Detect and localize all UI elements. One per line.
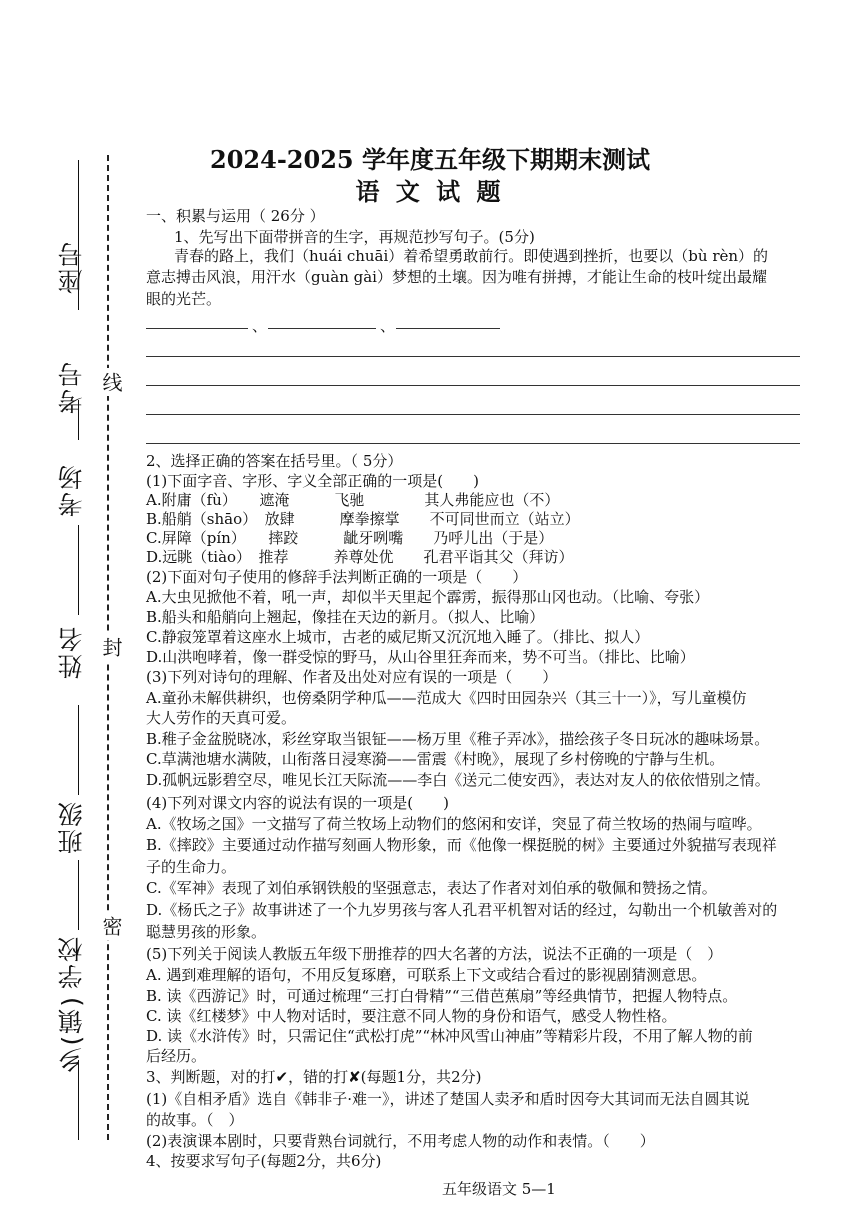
question-line: 的故事。（ ） — [146, 1111, 244, 1129]
binding-line — [78, 525, 79, 615]
option-line: B.船头和船艄向上翘起，像挂在天边的新月。（拟人、比喻） — [146, 608, 545, 626]
answer-blank[interactable] — [146, 328, 248, 329]
option-line: D.孤帆远影碧空尽，唯见长江天际流——李白《送元二使安西》，表达对友人的依依惜别之情。 — [146, 771, 770, 789]
option-line: A.附庸（fù） 遮淹 飞驰 其人弗能应也（不） — [146, 491, 560, 509]
question-line: (2)下面对句子使用的修辞手法判断正确的一项是（ ） — [146, 568, 528, 586]
exam-number-label: 考号 — [57, 360, 86, 414]
option-line: C.《军神》表现了刘伯承钢铁般的坚强意志，表达了作者对刘伯承的敬佩和赞扬之情。 — [146, 879, 717, 897]
seal-mark: 封 — [97, 633, 126, 661]
question-line: (1)下面字音、字形、字义全部正确的一项是( ) — [146, 472, 479, 490]
option-line: D.山洪咆哮着，像一群受惊的野马，从山谷里狂奔而来，势不可当。（排比、比喻） — [146, 648, 695, 666]
option-line: C.草满池塘水满陂，山衔落日浸寒漪——雷震《村晚》，展现了乡村傍晚的宁静与生机。 — [146, 750, 725, 768]
question-heading: 2、选择正确的答案在括号里。（ 5分） — [146, 452, 403, 470]
option-line: C.静寂笼罩着这座水上城市，古老的威尼斯又沉沉地入睡了。（排比、拟人） — [146, 628, 650, 646]
option-line: B. 读《西游记》时，可通过梳理“三打白骨精”“三借芭蕉扇”等经典情节，把握人物特点。 — [146, 987, 738, 1005]
passage-line: 眼的光芒。 — [146, 290, 222, 308]
passage-line: 意志搏击风浪，用汗水（guàn gài）梦想的土壤。因为唯有拼搏，才能让生命的枝叶绽出最耀 — [146, 268, 767, 286]
option-line: 后经历。 — [146, 1047, 207, 1065]
question-heading: 3、判断题，对的打✔，错的打✘(每题1分，共2分) — [146, 1068, 482, 1086]
binding-line — [78, 860, 79, 930]
line-mark: 线 — [97, 368, 126, 396]
option-line: D.《杨氏之子》故事讲述了一个九岁男孩与客人孔君平机智对话的经过，勾勒出一个机敏善对的 — [146, 901, 778, 919]
option-line: D. 读《水浒传》时，只需记住“武松打虎”“林冲风雪山神庙”等精彩片段，不用了解人物的前 — [146, 1027, 753, 1045]
secret-mark: 密 — [97, 912, 126, 940]
option-line: A.《牧场之国》一文描写了荷兰牧场上动物们的悠闲和安详，突显了荷兰牧场的热闹与喧哗。 — [146, 815, 762, 833]
page-subtitle: 语 文 试 题 — [355, 177, 505, 206]
answer-blank[interactable] — [396, 328, 500, 329]
option-line: B.稚子金盆脱晓冰，彩丝穿取当银钲——杨万里《稚子弄冰》，描绘孩子冬日玩冰的趣味场景。 — [146, 730, 770, 748]
option-line: A.大虫见掀他不着，吼一声，却似半天里起个霹雳，振得那山冈也动。（比喻、夸张） — [146, 588, 710, 606]
option-line: 大人劳作的天真可爱。 — [146, 709, 297, 727]
option-line: C.屏障（pín） 摔跤 龇牙咧嘴 乃呼儿出（于是） — [146, 529, 554, 547]
blank-separator: 、 — [252, 317, 268, 335]
town-label: 乡(镇) — [57, 995, 86, 1073]
name-label: 姓名 — [57, 625, 86, 679]
option-line: D.远眺（tiào） 推荐 养尊处优 孔君平诣其父（拜访） — [146, 548, 574, 566]
option-line: A.童孙未解供耕织，也傍桑阴学种瓜——范成大《四时田园杂兴（其三十一）》，写儿童模仿 — [146, 689, 747, 707]
question-line: (3)下列对诗句的理解、作者及出处对应有误的一项是（ ） — [146, 668, 558, 686]
writing-line[interactable] — [146, 385, 800, 386]
seat-label: 座号 — [57, 240, 86, 294]
question-line: 1、先写出下面带拼音的生字，再规范抄写句子。(5分) — [174, 228, 535, 246]
passage-line: 青春的路上，我们（huái chuāi）着希望勇敢前行。即使遇到挫折，也要以（bù rèn）的 — [174, 247, 769, 265]
blank-separator: 、 — [380, 317, 396, 335]
question-line: (1)《自相矛盾》选自《韩非子·难一》，讲述了楚国人卖矛和盾时因夸大其词而无法自圆其说 — [146, 1090, 750, 1108]
school-label: 学校 — [57, 935, 86, 989]
question-line: (5)下列关于阅读人教版五年级下册推荐的四大名著的方法，说法不正确的一项是（ ） — [146, 945, 723, 963]
binding-line — [78, 705, 79, 795]
option-line: B.《摔跤》主要通过动作描写刻画人物形象，而《他像一棵挺脱的树》主要通过外貌描写表现祥 — [146, 836, 777, 854]
option-line: A. 遇到难理解的语句，不用反复琢磨，可联系上下文或结合看过的影视剧猜测意思。 — [146, 966, 707, 984]
answer-blank[interactable] — [268, 328, 376, 329]
option-line: B.船艄（shāo） 放肆 摩拳擦掌 不可同世而立（站立） — [146, 510, 580, 528]
option-line: 子的生命力。 — [146, 858, 237, 876]
option-line: C. 读《红楼梦》中人物对话时，要注意不同人物的身份和语气，感受人物性格。 — [146, 1007, 677, 1025]
page-footer: 五年级语文 5—1 — [442, 1180, 556, 1198]
option-line: 聪慧男孩的形象。 — [146, 923, 267, 941]
writing-line[interactable] — [146, 443, 800, 444]
question-heading: 4、按要求写句子(每题2分，共6分) — [146, 1152, 382, 1170]
writing-line[interactable] — [146, 414, 800, 415]
question-line: (2)表演课本剧时，只要背熟台词就行，不用考虑人物的动作和表情。（ ） — [146, 1132, 655, 1150]
page-title: 2024-2025 学年度五年级下期期末测试 — [210, 145, 650, 174]
question-line: (4)下列对课文内容的说法有误的一项是( ) — [146, 794, 449, 812]
writing-line[interactable] — [146, 356, 800, 357]
section-heading: 一、积累与运用（ 26分 ） — [146, 207, 325, 225]
exam-room-label: 考场 — [57, 463, 86, 517]
class-label: 班级 — [57, 800, 86, 854]
